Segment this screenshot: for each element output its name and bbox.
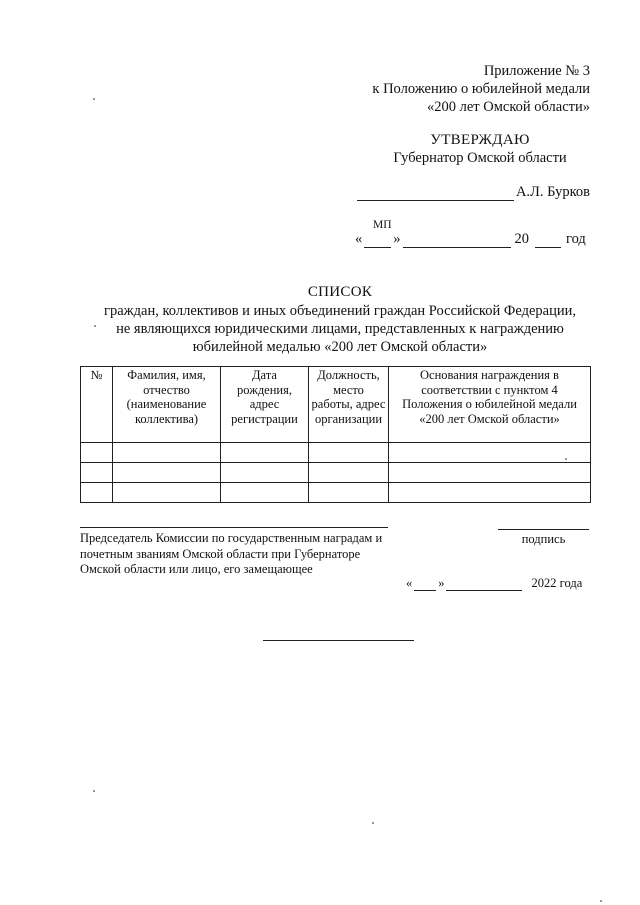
signature-line — [498, 529, 589, 530]
table-cell — [113, 483, 221, 503]
governor-name: А.Л. Бурков — [515, 184, 590, 200]
day-blank — [364, 234, 391, 248]
scan-speck — [94, 325, 96, 327]
signature-label: подпись — [521, 532, 566, 546]
table-cell — [309, 443, 389, 463]
governor-signature-row — [357, 184, 590, 201]
approval-date-row — [355, 231, 591, 248]
column-header-birth: Дата рождения, адрес регистрации — [221, 367, 309, 443]
scan-speck — [93, 98, 95, 100]
appendix-number: Приложение № 3 — [483, 63, 590, 79]
governor-signature-line — [357, 186, 514, 201]
date-close-quote: » — [393, 231, 401, 247]
appendix-reference — [372, 62, 590, 116]
chair-date-row — [406, 576, 582, 591]
table-cell — [113, 463, 221, 483]
scan-speck — [565, 458, 567, 460]
table-cell — [81, 483, 113, 503]
year-blank — [535, 234, 561, 248]
list-subtitle-line1: граждан, коллективов и иных объединений граждан Российской Федерации, — [104, 303, 576, 319]
table-cell — [221, 483, 309, 503]
approver-position: Губернатор Омской области — [393, 150, 567, 166]
table-cell — [113, 443, 221, 463]
chair-top-rule — [80, 527, 388, 528]
table-header-row — [81, 367, 591, 443]
table-cell — [309, 463, 389, 483]
table-cell — [389, 443, 591, 463]
table-cell — [81, 443, 113, 463]
appendix-regulation: к Положению о юбилейной медали — [372, 81, 590, 97]
table-cell — [81, 463, 113, 483]
commission-chair-text: Председатель Комиссии по государственным наградам и почетным званиям Омской области при Губернаторе Омской области или лицо, его замещающее — [80, 531, 383, 576]
column-header-name: Фамилия, имя, отчество (наименование коллектива) — [113, 367, 221, 443]
seal-placeholder: МП — [373, 219, 392, 231]
month-blank — [446, 579, 522, 591]
list-subtitle-line3: юбилейной медалью «200 лет Омской области» — [192, 339, 488, 355]
table-cell — [221, 463, 309, 483]
table-cell — [389, 483, 591, 503]
scan-speck — [372, 822, 374, 824]
date-close-quote: » — [438, 576, 445, 590]
table-cell — [221, 443, 309, 463]
approval-title: УТВЕРЖДАЮ — [430, 132, 530, 148]
table-cell — [389, 463, 591, 483]
column-header-grounds: Основания награждения в соответствии с пунктом 4 Положения о юбилейной медали «200 лет Омской области» — [389, 367, 591, 443]
date-open-quote: « — [355, 231, 363, 247]
table-row — [81, 463, 591, 483]
scan-speck — [600, 900, 602, 902]
closing-rule — [263, 640, 414, 641]
column-header-number: № — [81, 367, 113, 443]
appendix-medal-name: «200 лет Омской области» — [426, 99, 590, 115]
nominees-table — [80, 366, 591, 503]
date-open-quote: « — [406, 576, 413, 590]
table-row — [81, 483, 591, 503]
scan-speck — [93, 790, 95, 792]
month-blank — [403, 234, 511, 248]
table-cell — [309, 483, 389, 503]
approval-block — [380, 131, 580, 167]
list-subtitle-line2: не являющихся юридическими лицами, представленных к награждению — [116, 321, 564, 337]
column-header-position: Должность, место работы, адрес организации — [309, 367, 389, 443]
day-blank — [414, 579, 436, 591]
list-title: СПИСОК — [307, 284, 373, 300]
year-prefix: 20 — [514, 231, 529, 247]
chair-date-year: 2022 года — [531, 576, 583, 590]
year-suffix: год — [566, 231, 586, 247]
list-heading — [60, 283, 620, 356]
table-row — [81, 443, 591, 463]
